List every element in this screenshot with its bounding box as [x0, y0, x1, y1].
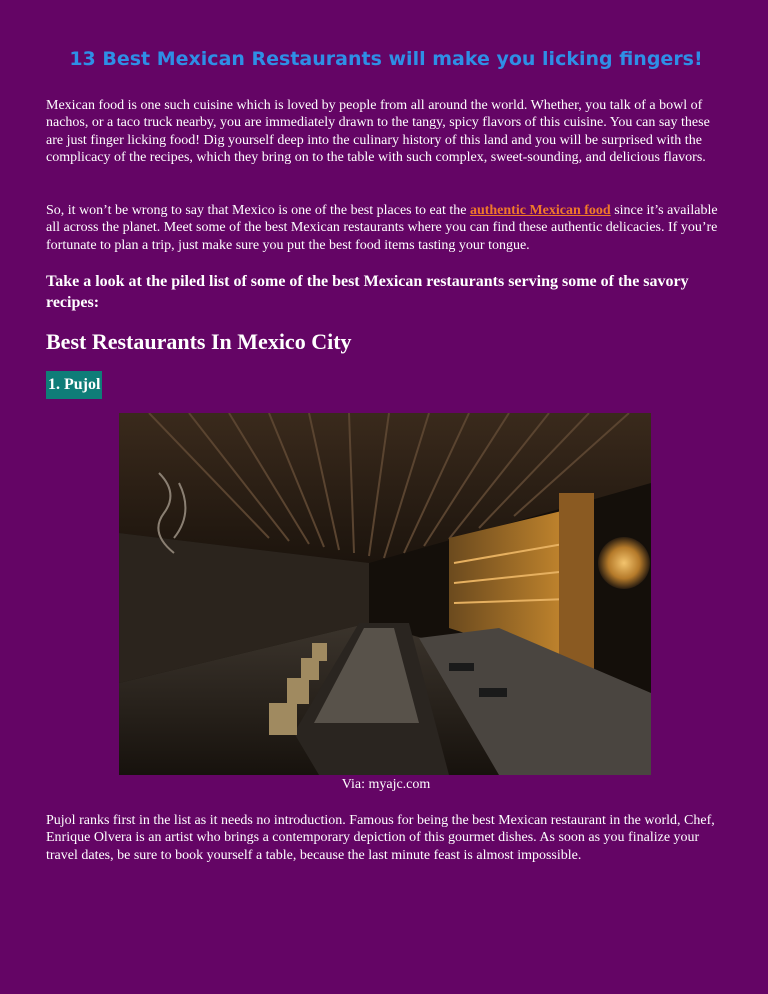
list-intro-subheading: Take a look at the piled list of some of the best Mexican restaurants serving some of the savory recipes:: [46, 273, 689, 311]
second-paragraph-text-before: So, it won’t be wrong to say that Mexico is one of the best places to eat the: [46, 203, 470, 218]
pujol-restaurant-photo: [119, 413, 651, 775]
second-paragraph: [46, 202, 726, 254]
restaurant-heading-pujol: 1. Pujol: [46, 371, 102, 399]
second-paragraph-text-after: since it’s available all across the planet. Meet some of the best Mexican restaurants where you can find these authentic delicacies. If you’re fortunate to plan a trip, just make sure you put the best food items tasting your tongue.: [46, 203, 718, 253]
authentic-mexican-food-link[interactable]: authentic Mexican food: [469, 203, 611, 218]
page-title: 13 Best Mexican Restaurants will make you licking fingers!: [69, 48, 703, 70]
photo-caption: Via: myajc.com: [341, 777, 431, 792]
intro-paragraph: Mexican food is one such cuisine which is loved by people from all around the world. Whether, you talk of a bowl of nachos, or a taco truck nearby, you are immediately drawn to the tangy, spicy flavors of this cuisine. You can say these are just finger licking food! Dig yourself deep into the culinary history of this land and you will be surprised with the complicacy of the recipes, which they bring on to the table with such complex, sweet-sounding, and delicious flavors.: [46, 98, 710, 166]
pujol-description: Pujol ranks first in the list as it needs no introduction. Famous for being the best Mexican restaurant in the world, Chef, Enrique Olvera is an artist who brings a contemporary depiction of this gourmet dishes. As soon as you finalize your travel dates, be sure to book yourself a table, because the last minute feast is almost impossible.: [46, 813, 715, 863]
section-heading: Best Restaurants In Mexico City: [46, 329, 352, 354]
